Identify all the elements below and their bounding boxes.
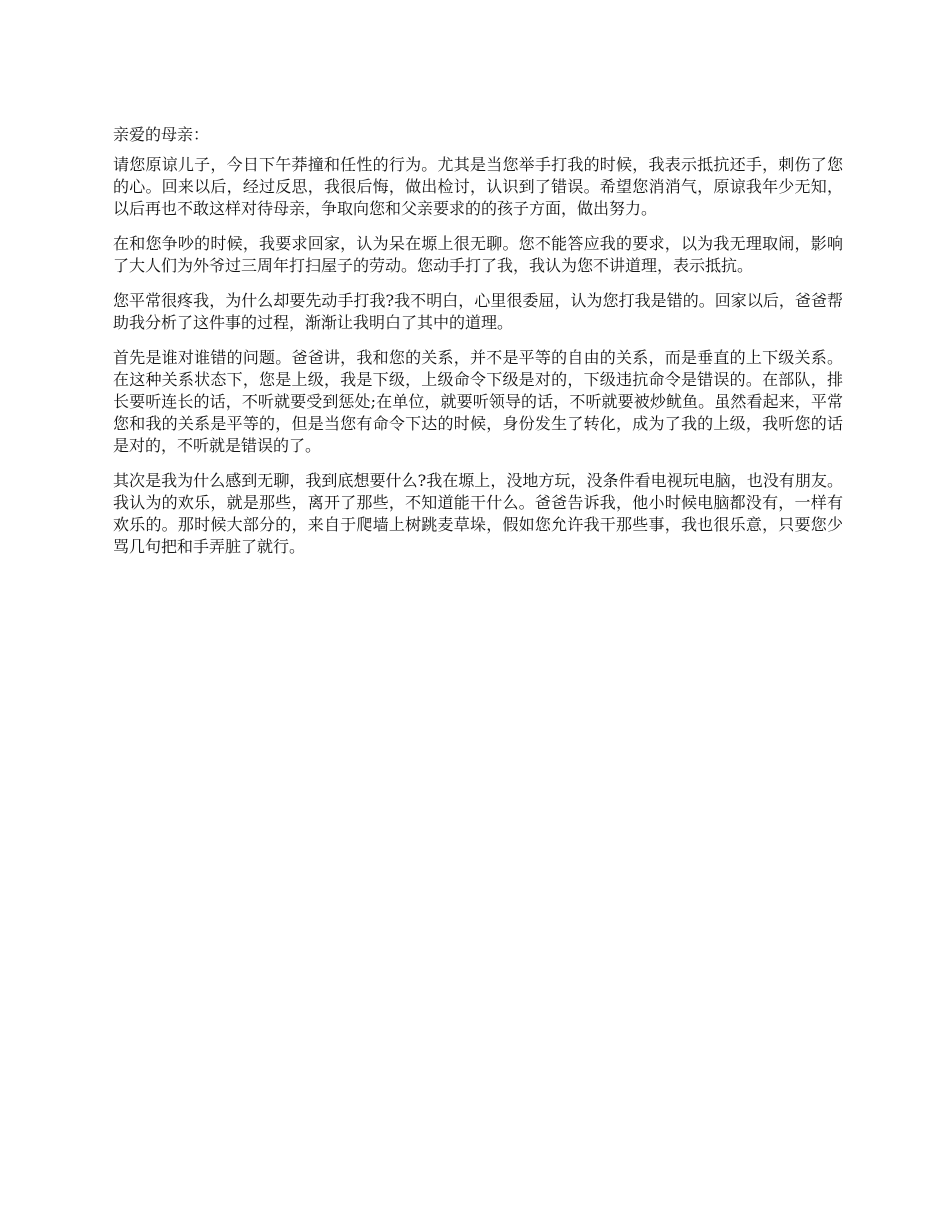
paragraph-5: 其次是我为什么感到无聊，我到底想要什么?我在塬上，没地方玩，没条件看电视玩电脑，也没有朋友。我认为的欢乐，就是那些，离开了那些，不知道能干什么。爸爸告诉我，他小时候电脑都没有，一样有欢乐的。那时候大部分的，来自于爬墙上树跳麦草垛，假如您允许我干那些事，我也很乐意，只要您少骂几句把和手弄脏了就行。 [113, 471, 843, 556]
paragraph-3: 您平常很疼我，为什么却要先动手打我?我不明白，心里很委屈，认为您打我是错的。回家以后，爸爸帮助我分析了这件事的过程，渐渐让我明白了其中的道理。 [113, 291, 843, 332]
paragraph-1: 请您原谅儿子，今日下午莽撞和任性的行为。尤其是当您举手打我的时候，我表示抵抗还手，刺伤了您的心。回来以后，经过反思，我很后悔，做出检讨，认识到了错误。希望您消消气，原谅我年少无知，以后再也不敢这样对待母亲，争取向您和父亲要求的的孩子方面，做出努力。 [113, 155, 843, 218]
salutation: 亲爱的母亲： [113, 125, 210, 144]
letter-body [113, 124, 843, 571]
paragraph-4: 首先是谁对谁错的问题。爸爸讲，我和您的关系，并不是平等的自由的关系，而是垂直的上下级关系。在这种关系状态下，您是上级，我是下级，上级命令下级是对的，下级违抗命令是错误的。在部队，排长要听连长的话，不听就要受到惩处;在单位，就要听领导的话，不听就要被炒鱿鱼。虽然看起来，平常您和我的关系是平等的，但是当您有命令下达的时候，身份发生了转化，成为了我的上级，我听您的话是对的，不听就是错误的了。 [113, 348, 843, 455]
paragraph-2: 在和您争吵的时候，我要求回家，认为呆在塬上很无聊。您不能答应我的要求，以为我无理取闹，影响了大人们为外爷过三周年打扫屋子的劳动。您动手打了我，我认为您不讲道理，表示抵抗。 [113, 234, 843, 275]
